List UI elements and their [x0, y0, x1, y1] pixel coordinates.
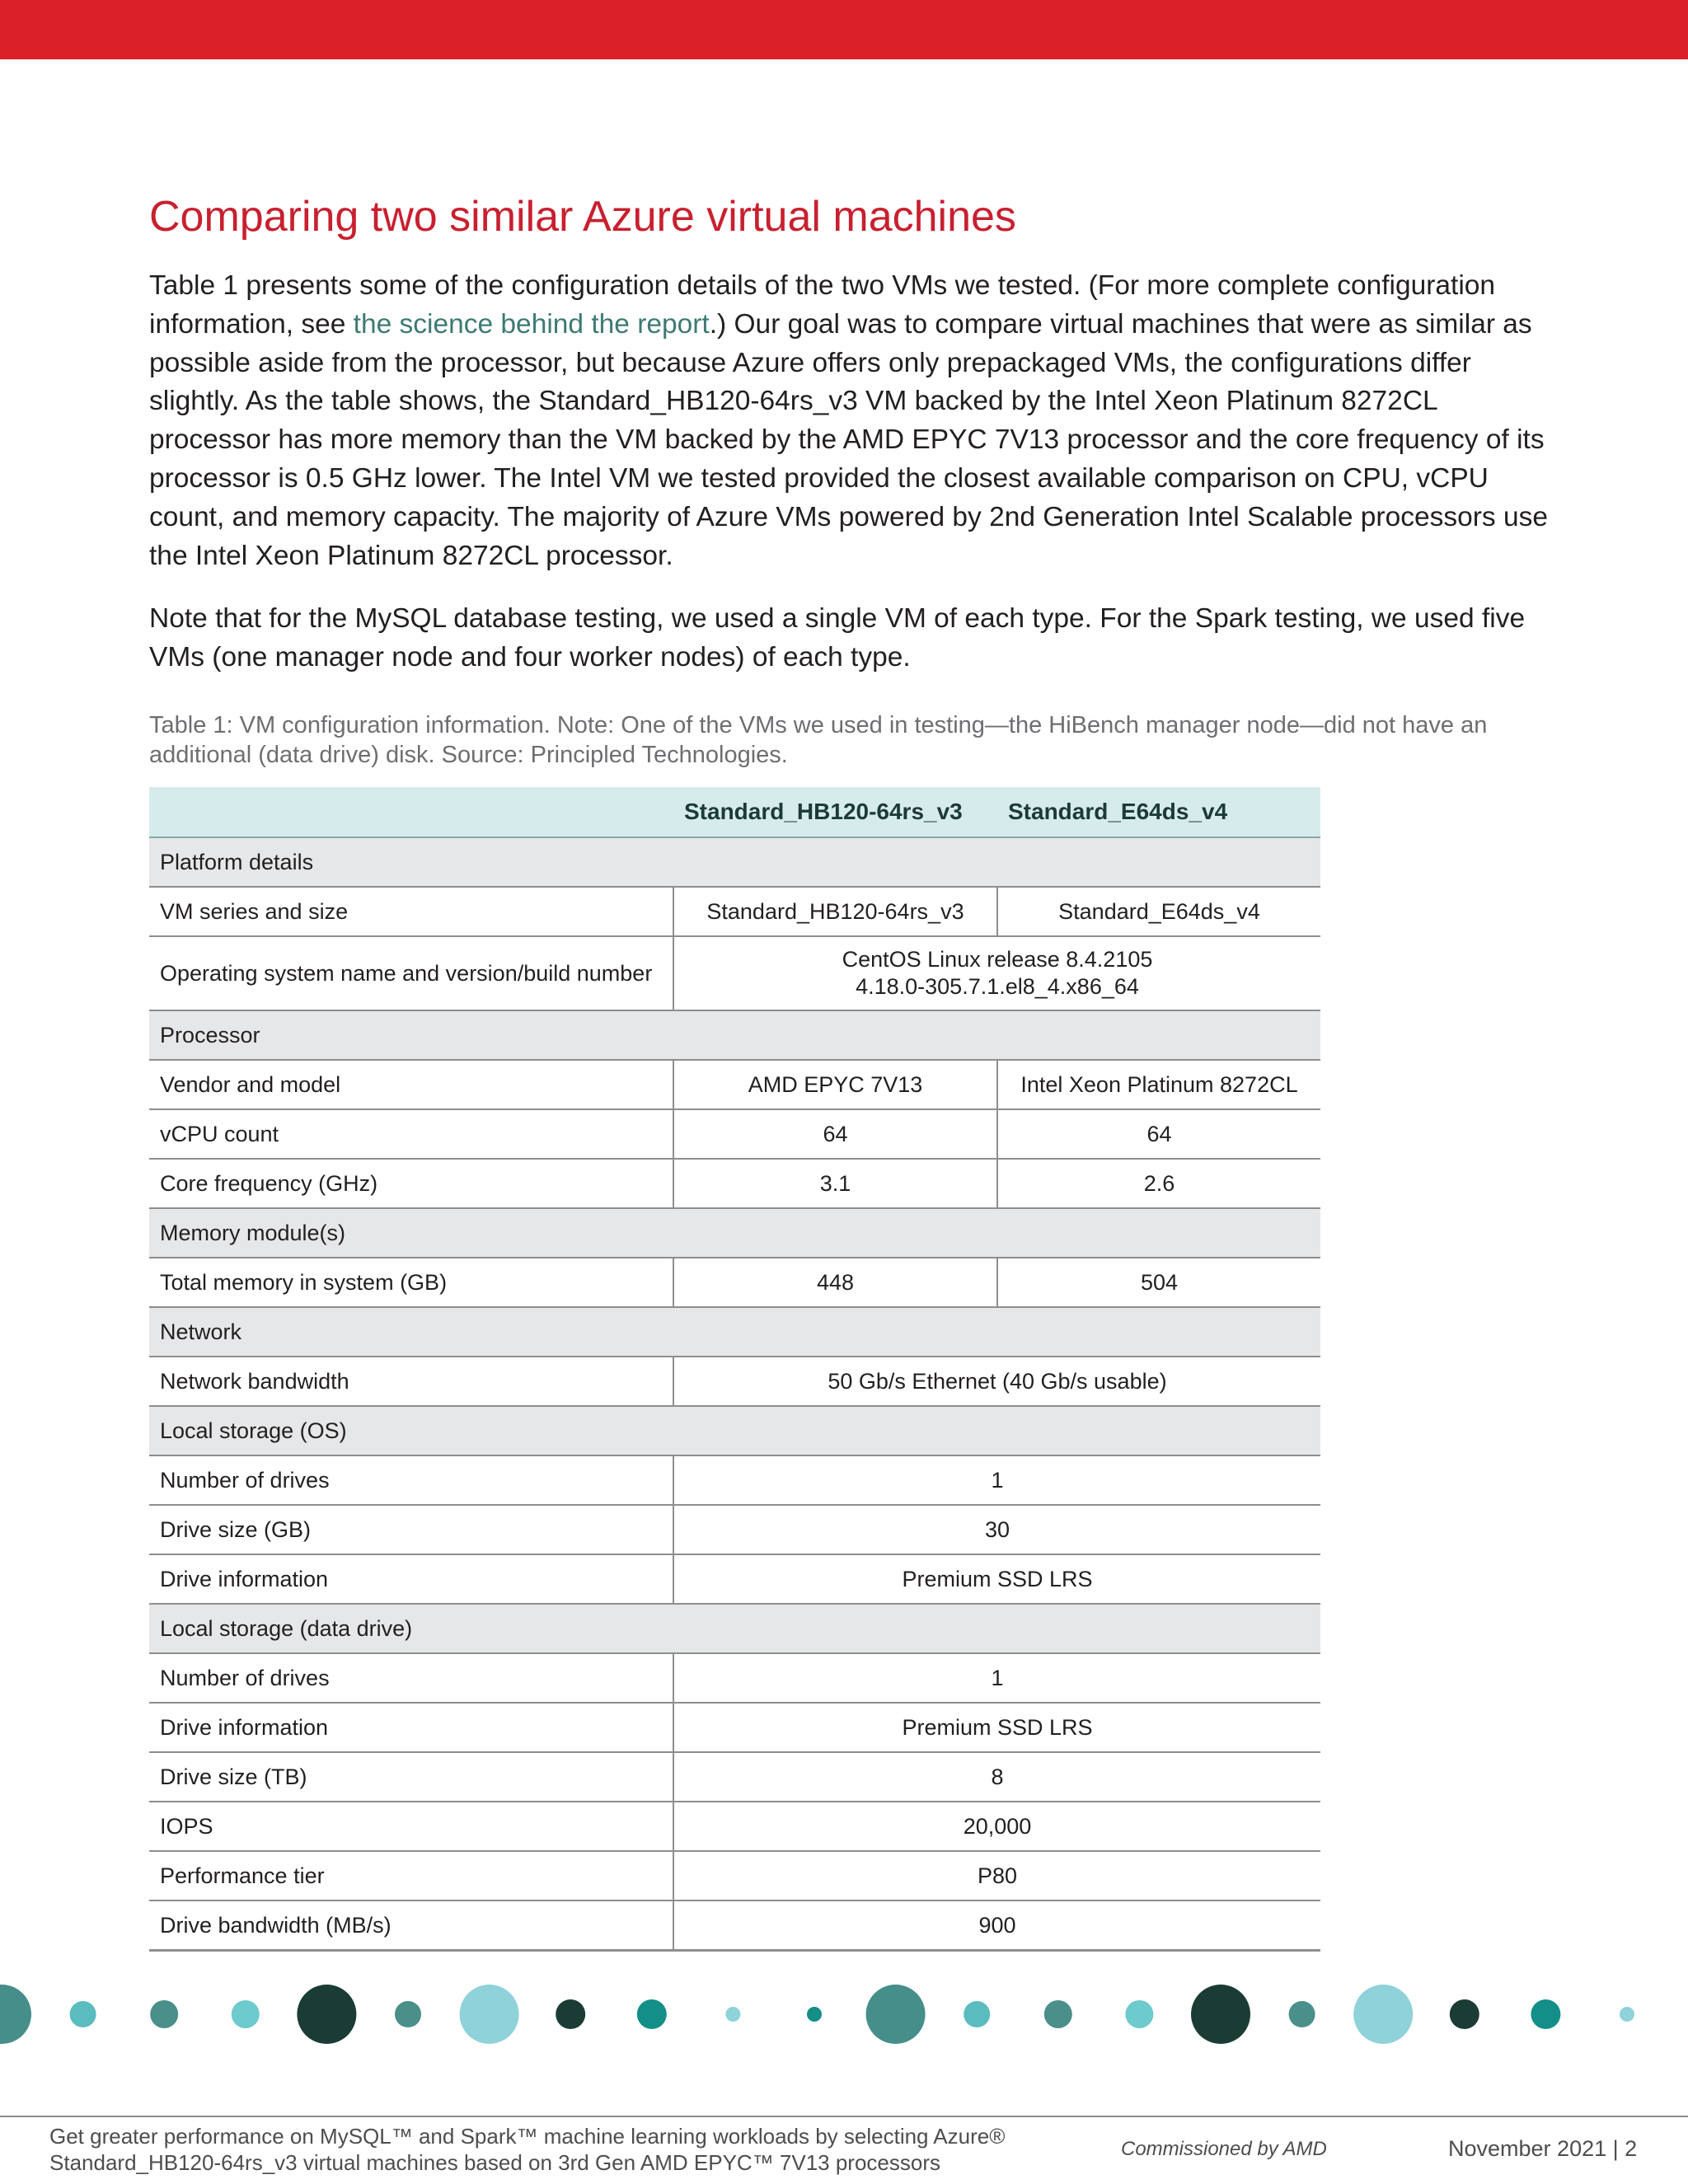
- section-header-row: [149, 1010, 1320, 1060]
- table-header-row: [149, 787, 1320, 837]
- hb120-value: Standard_HB120-64rs_v3: [673, 887, 997, 936]
- decor-dot: [0, 1985, 31, 2044]
- decor-dot: [1289, 2001, 1315, 2027]
- hb120-value: 3.1: [673, 1159, 997, 1208]
- section-header-row: [149, 837, 1320, 887]
- table-row: [149, 1900, 1320, 1951]
- table-row: [149, 1554, 1320, 1604]
- footer-line-2: Standard_HB120-64rs_v3 virtual machines based on 3rd Gen AMD EPYC™ 7V13 processors: [49, 2150, 941, 2175]
- decor-dot: [395, 2001, 421, 2027]
- row-label: IOPS: [149, 1802, 673, 1851]
- row-label: Core frequency (GHz): [149, 1159, 673, 1208]
- header-hb120: Standard_HB120-64rs_v3: [673, 787, 997, 837]
- shared-value: [673, 1703, 1320, 1752]
- intro-paragraph: [149, 267, 1550, 575]
- section-header-row: [149, 1604, 1320, 1653]
- section-label: Memory module(s): [149, 1208, 1320, 1258]
- science-report-link[interactable]: the science behind the report: [353, 308, 710, 340]
- decor-dot: [1044, 2000, 1072, 2028]
- shared-value: [673, 1851, 1320, 1900]
- decor-dot: [1450, 1999, 1479, 2029]
- row-label: Drive information: [149, 1703, 673, 1752]
- row-label: Drive size (GB): [149, 1505, 673, 1554]
- row-label: Drive size (TB): [149, 1752, 673, 1802]
- intro-text-end: .) Our goal was to compare virtual machines that were as similar as possible aside from the processor, but because Azure offers only prepackaged VMs, the configurations differ slightly. As the table shows, the Standard_HB120-64rs_v3 VM backed by the Intel Xeon Platinum 8272CL processor has more memory than the VM backed by the AMD EPYC 7V13 processor and the core frequency of its processor is 0.5 GHz lower. The Intel VM we tested provided the closest available comparison on CPU, vCPU count, and memory capacity. The majority of Azure VMs powered by 2nd Generation Intel Scalable processors use the Intel Xeon Platinum 8272CL processor.: [149, 308, 1548, 571]
- table-row: [149, 1505, 1320, 1554]
- row-label: vCPU count: [149, 1109, 673, 1159]
- row-label: Operating system name and version/build number: [149, 936, 673, 1010]
- shared-value: [673, 1900, 1320, 1951]
- decor-dot: [1353, 1985, 1413, 2044]
- decor-dot: [637, 1999, 667, 2029]
- decor-dot: [232, 2000, 260, 2028]
- shared-value-text: 1: [991, 1467, 1004, 1493]
- shared-value: [673, 1554, 1320, 1604]
- section-header-row: [149, 1208, 1320, 1258]
- header-empty-cell: [149, 787, 673, 837]
- section-header-row: [149, 1307, 1320, 1357]
- decor-dot: [807, 2007, 822, 2022]
- shared-value-text: 50 Gb/s Ethernet (40 Gb/s usable): [828, 1368, 1167, 1394]
- hb120-value: AMD EPYC 7V13: [673, 1060, 997, 1109]
- e64ds-value: Intel Xeon Platinum 8272CL: [997, 1060, 1320, 1109]
- section-label: Processor: [149, 1010, 1320, 1060]
- e64ds-value: Standard_E64ds_v4: [997, 887, 1320, 936]
- commissioned-by: Commissioned by AMD: [1121, 2138, 1327, 2160]
- section-header-row: [149, 1406, 1320, 1455]
- table-row: [149, 1159, 1320, 1208]
- table-row: [149, 1109, 1320, 1159]
- row-label: Total memory in system (GB): [149, 1258, 673, 1307]
- table-caption: Table 1: VM configuration information. Note: One of the VMs we used in testing—the HiBench manager node—did not have an additional (data drive) disk. Source: Principled Technologies.: [149, 712, 1488, 768]
- hb120-value: 64: [673, 1109, 997, 1159]
- table-row: [149, 887, 1320, 936]
- shared-value-text-2: 4.18.0-305.7.1.el8_4.x86_64: [856, 974, 1139, 999]
- decor-dot: [150, 2000, 178, 2028]
- decor-dot: [866, 1985, 926, 2044]
- decor-dot: [297, 1985, 356, 2044]
- decorative-dots: [0, 1970, 1688, 2060]
- shared-value-text: 900: [978, 1912, 1016, 1938]
- decor-dot: [725, 2007, 740, 2022]
- row-label: Drive information: [149, 1554, 673, 1604]
- table-row: [149, 1703, 1320, 1752]
- shared-value-text: P80: [977, 1863, 1018, 1888]
- shared-value-text: 8: [991, 1764, 1004, 1789]
- decor-dot: [1191, 1985, 1250, 2044]
- table-row: [149, 1060, 1320, 1109]
- shared-value-text: 30: [984, 1516, 1010, 1542]
- row-label: VM series and size: [149, 887, 673, 936]
- footer-report-title: [49, 2123, 1080, 2176]
- shared-value: [673, 1802, 1320, 1851]
- vm-config-table: [149, 787, 1320, 1952]
- decor-dot: [1620, 2007, 1634, 2022]
- shared-value: [673, 1505, 1320, 1554]
- decor-dot: [70, 2001, 96, 2027]
- table-row: [149, 1851, 1320, 1900]
- hb120-value: 448: [673, 1258, 997, 1307]
- row-label: Number of drives: [149, 1455, 673, 1505]
- e64ds-value: 64: [997, 1109, 1320, 1159]
- shared-value: [673, 1455, 1320, 1505]
- footer-rule: [0, 2116, 1688, 2117]
- shared-value: [673, 1653, 1320, 1703]
- intro-text-start: Table 1 presents some of the configuration details of the two VMs we tested. (For more complete configuration information, see: [149, 270, 1496, 340]
- table-row: [149, 1802, 1320, 1851]
- testing-note-paragraph: Note that for the MySQL database testing, we used a single VM of each type. For the Spark testing, we used five VMs (one manager node and four worker nodes) of each type.: [149, 603, 1526, 673]
- e64ds-value: 2.6: [997, 1159, 1320, 1208]
- table-row: [149, 936, 1320, 1010]
- table-row: [149, 1258, 1320, 1307]
- decor-dot: [1531, 1999, 1560, 2029]
- e64ds-value: 504: [997, 1258, 1320, 1307]
- decor-dot: [460, 1985, 519, 2044]
- decor-dot: [1125, 2000, 1153, 2028]
- table-row: [149, 1357, 1320, 1406]
- shared-value-text: Premium SSD LRS: [902, 1714, 1093, 1740]
- top-accent-bar: [0, 0, 1688, 59]
- table-row: [149, 1752, 1320, 1802]
- row-label: Network bandwidth: [149, 1357, 673, 1406]
- page-title: Comparing two similar Azure virtual machines: [149, 193, 1016, 241]
- section-label: Network: [149, 1307, 1320, 1357]
- table-row: [149, 1455, 1320, 1505]
- section-label: Local storage (data drive): [149, 1604, 1320, 1653]
- row-label: Performance tier: [149, 1851, 673, 1900]
- footer-line-1: Get greater performance on MySQL™ and Spark™ machine learning workloads by selecting Azure®: [49, 2124, 1006, 2149]
- shared-value-text: 1: [991, 1665, 1004, 1690]
- date-page-number: November 2021 | 2: [1448, 2136, 1638, 2161]
- shared-value-text: Premium SSD LRS: [902, 1566, 1093, 1591]
- section-label: Local storage (OS): [149, 1406, 1320, 1455]
- table-body: [149, 837, 1320, 1951]
- header-e64ds: Standard_E64ds_v4: [997, 787, 1320, 837]
- row-label: Drive bandwidth (MB/s): [149, 1900, 673, 1951]
- table-row: [149, 1653, 1320, 1703]
- shared-value-text: 20,000: [963, 1813, 1032, 1839]
- decor-dot: [556, 1999, 585, 2029]
- shared-value: [673, 1357, 1320, 1406]
- row-label: Number of drives: [149, 1653, 673, 1703]
- decor-dot: [964, 2001, 990, 2027]
- shared-value: [673, 936, 1320, 1010]
- section-label: Platform details: [149, 837, 1320, 887]
- shared-value: [673, 1752, 1320, 1802]
- row-label: Vendor and model: [149, 1060, 673, 1109]
- shared-value-text: CentOS Linux release 8.4.2105: [842, 947, 1153, 972]
